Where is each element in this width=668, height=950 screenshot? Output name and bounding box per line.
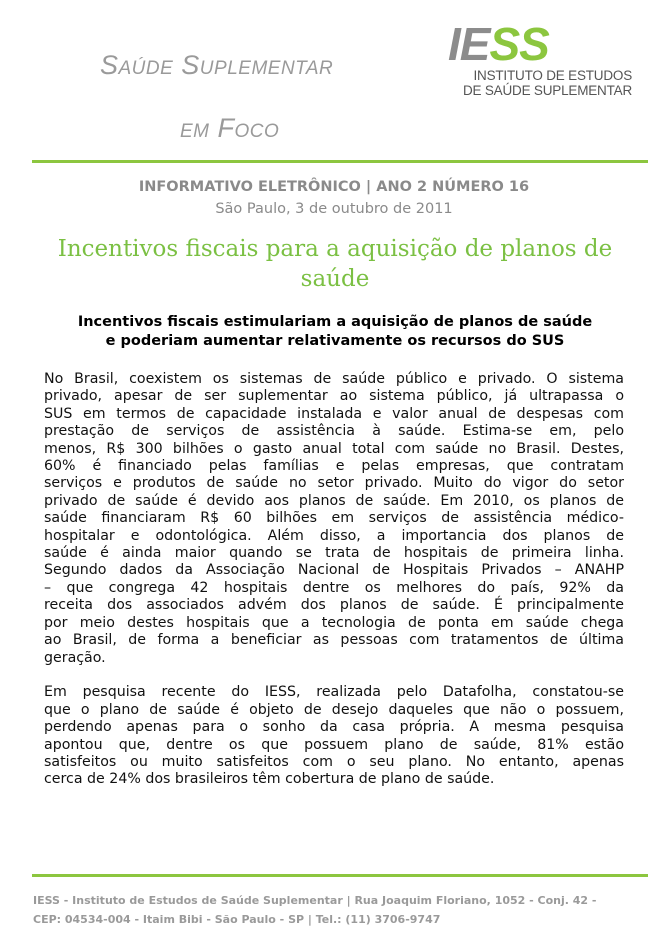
- subtitle-line: e poderiam aumentar relativamente os recursos do SUS: [105, 333, 565, 349]
- paragraph-line: privado, apesar de ser suplementar ao sistema público, já ultrapassa o: [44, 388, 624, 405]
- subtitle-line: Incentivos fiscais estimulariam a aquisição de planos de saúde: [77, 314, 593, 330]
- header-divider: [32, 160, 648, 163]
- paragraph-line: que o plano de saúde é objeto de desejo daqueles que não o possuem,: [44, 701, 624, 718]
- paragraph-line: hospitalar e odontológica. Além disso, a importancia dos planos de: [44, 527, 624, 544]
- article-body: [44, 371, 624, 806]
- paragraph-line: perdendo apenas para o sonho da casa própria. A mesma pesquisa: [44, 719, 624, 736]
- article-title: [40, 234, 630, 294]
- logo-mark-ss: SS: [489, 18, 549, 70]
- masthead-line2: em Foco: [180, 113, 280, 143]
- paragraph-line: Em pesquisa recente do IESS, realizada pelo Datafolha, constatou-se: [44, 684, 624, 701]
- paragraph-line: Segundo dados da Associação Nacional de Hospitais Privados – ANAHP: [44, 562, 624, 579]
- footer: [33, 891, 596, 929]
- footer-contact: CEP: 04534-004 - Itaim Bibi - São Paulo - SP | Tel.: (11) 3706-9747: [33, 913, 441, 926]
- title-line: saúde: [300, 266, 370, 292]
- paragraph-line: geração.: [44, 649, 106, 666]
- article-subtitle: [40, 313, 630, 351]
- paragraph-line: – que congrega 42 hospitais dentre os melhores do país, 92% da: [44, 579, 624, 596]
- paragraph-line: satisfeitos ou muito satisfeitos com o seu plano. No entanto, apenas: [44, 753, 624, 770]
- paragraph-line: por meio destes hospitais que a tecnologia de ponta em saúde chega: [44, 614, 624, 631]
- logo-line1: INSTITUTO DE ESTUDOS: [473, 68, 632, 83]
- paragraph-line: ao Brasil, de forma a beneficiar as pessoas com tratamentos de última: [44, 632, 624, 649]
- paragraph: [44, 371, 624, 667]
- paragraph-line: prestação de serviços de assistência à saúde. Estima-se em, pelo: [44, 423, 624, 440]
- issue-label: INFORMATIVO ELETRÔNICO | ANO 2 NÚMERO 16: [138, 179, 530, 195]
- iess-logo: [448, 18, 638, 98]
- issue-date: São Paulo, 3 de outubro de 2011: [215, 201, 453, 217]
- paragraph-line: menos, R$ 300 bilhões o gasto anual total com saúde no Brasil. Destes,: [44, 440, 624, 457]
- paragraph-line: saúde financiaram R$ 60 bilhões em serviços de assistência médico-: [44, 510, 624, 527]
- paragraph-line: serviços e produtos de saúde no setor privado. Muito do vigor do setor: [44, 475, 624, 492]
- paragraph-line: 60% é financiado pelas famílias e pelas empresas, que contratam: [44, 458, 624, 475]
- logo-mark-ie: IE: [448, 18, 490, 70]
- paragraph-line: SUS em termos de capacidade instalada e valor anual de despesas com: [44, 405, 624, 422]
- footer-address: IESS - Instituto de Estudos de Saúde Suplementar | Rua Joaquim Floriano, 1052 - Conj. 42 -: [33, 894, 597, 907]
- paragraph-line: privado de saúde é devido aos planos de saúde. Em 2010, os planos de: [44, 492, 624, 509]
- logo-line2: DE SAÚDE SUPLEMENTAR: [462, 83, 632, 98]
- paragraph-line: apontou que, dentre os que possuem plano de saúde, 81% estão: [44, 736, 624, 753]
- footer-divider: [32, 874, 648, 877]
- masthead-line1: Saúde Suplementar: [100, 50, 334, 80]
- paragraph-line: saúde é ainda maior quando se trata de hospitais de primeira linha.: [44, 545, 624, 562]
- paragraph-line: No Brasil, coexistem os sistemas de saúde público e privado. O sistema: [44, 371, 624, 387]
- paragraph-line: cerca de 24% dos brasileiros têm cobertura de plano de saúde.: [44, 771, 495, 788]
- title-line: Incentivos fiscais para a aquisição de planos de: [57, 236, 613, 262]
- paragraph-line: receita dos associados advém dos planos de saúde. É principalmente: [44, 597, 624, 614]
- paragraph: [44, 684, 624, 788]
